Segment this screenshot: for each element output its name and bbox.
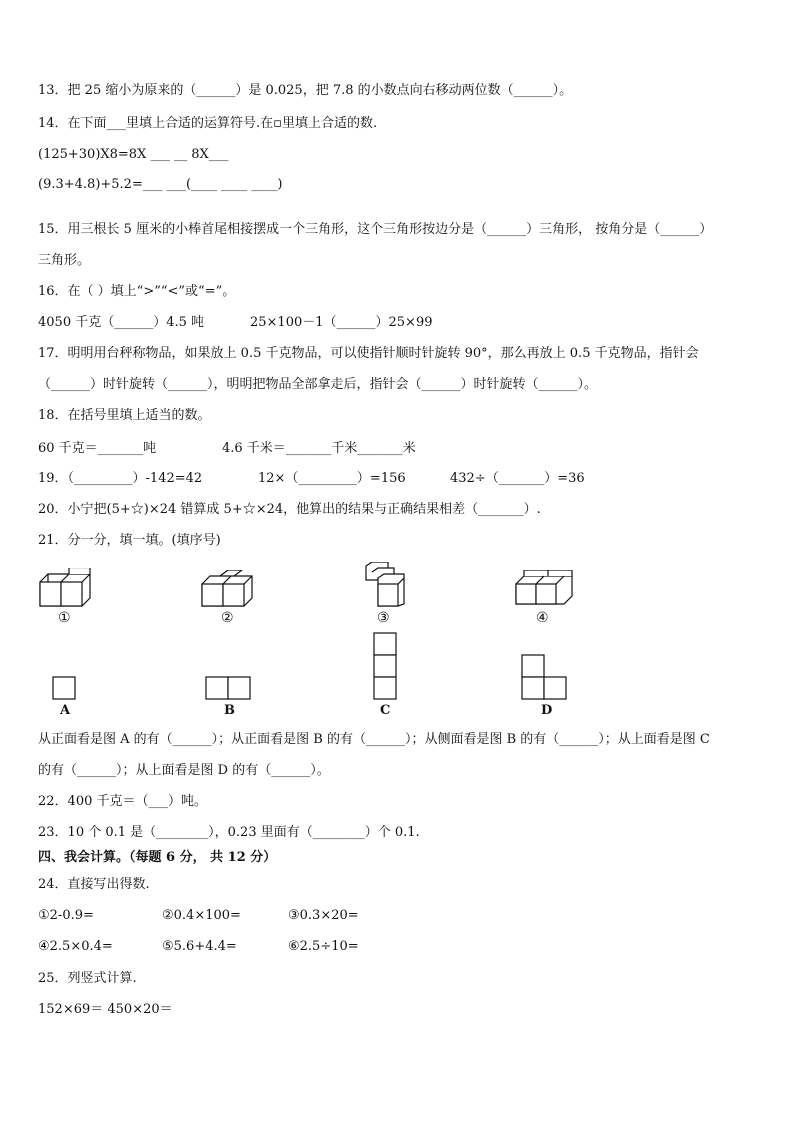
- cube-figure-1: [38, 568, 94, 608]
- cube-figure-2: [200, 570, 256, 608]
- view-c-label: C: [380, 703, 391, 718]
- question-18-stem: 18．在括号里填上适当的数。: [38, 408, 211, 423]
- question-18-b: 4.6 千米＝_______千米_______米: [222, 441, 416, 456]
- q24-item-6: ⑥2.5÷10=: [288, 939, 359, 954]
- view-d-label: D: [541, 703, 553, 718]
- question-14-line2: (9.3+4.8)+5.2=___ ___(____ ____ ____): [38, 177, 283, 192]
- view-b-label: B: [224, 703, 235, 718]
- cube-figure-3: [364, 562, 410, 608]
- figure-1-number: ①: [58, 610, 71, 626]
- question-15-line1: 15．用三根长 5 厘米的小棒首尾相接摆成一个三角形，这个三角形按边分是（______）三角形， 按角分是（______）: [38, 222, 713, 237]
- question-16-a: 4050 千克（______）4.5 吨: [38, 315, 205, 330]
- question-16-b: 25×100－1（______）25×99: [250, 315, 433, 330]
- view-c: [373, 632, 399, 702]
- figure-3-number: ③: [377, 610, 390, 626]
- question-21-stem: 21．分一分，填一填。(填序号): [38, 533, 221, 548]
- question-22: 22．400 千克＝（___）吨。: [38, 794, 207, 809]
- question-24-stem: 24．直接写出得数.: [38, 877, 150, 892]
- q24-item-5: ⑤5.6+4.4=: [162, 939, 237, 954]
- view-d: [521, 654, 569, 702]
- question-16-stem: 16．在（ ）填上“>”“<”或“=”。: [38, 284, 236, 299]
- question-19-b: 12×（_________）=156: [258, 471, 406, 486]
- q24-item-1: ①2-0.9=: [38, 908, 94, 923]
- question-23: 23．10 个 0.1 是（________），0.23 里面有（________）个 0.1.: [38, 825, 420, 840]
- figure-4-number: ④: [536, 610, 549, 626]
- question-15-line2: 三角形。: [38, 253, 91, 268]
- q24-item-3: ③0.3×20=: [288, 908, 359, 923]
- question-14-line1: (125+30)X8=8X ___ __ 8X___: [38, 147, 229, 162]
- question-19-a: 19．（_________）-142=42: [38, 471, 203, 486]
- question-18-a: 60 千克＝_______吨: [38, 441, 157, 456]
- question-25-stem: 25．列竖式计算.: [38, 971, 137, 986]
- cube-figure-4: [514, 570, 576, 608]
- question-14-stem: 14．在下面___里填上合适的运算符号.在▫里填上合适的数.: [38, 116, 378, 131]
- question-21-line1: 从正面看是图 A 的有（______）；从正面看是图 B 的有（______）；从侧面看是图 B 的有（______）；从上面看是图 C: [38, 732, 710, 747]
- question-20: 20．小宁把(5+☆)×24 错算成 5+☆×24，他算出的结果与正确结果相差（_______）.: [38, 502, 541, 517]
- question-17-line1: 17．明明用台秤称物品，如果放上 0.5 千克物品，可以使指针顺时针旋转 90°，那么再放上 0.5 千克物品，指针会: [38, 346, 699, 361]
- question-21-line2: 的有（______）；从上面看是图 D 的有（______）。: [38, 763, 330, 778]
- q24-item-2: ②0.4×100=: [162, 908, 241, 923]
- figure-2-number: ②: [221, 610, 234, 626]
- view-a-label: A: [60, 703, 71, 718]
- view-a: [52, 676, 78, 702]
- question-25-line1: 152×69＝ 450×20＝: [38, 1002, 173, 1017]
- question-13: 13．把 25 缩小为原来的（______）是 0.025，把 7.8 的小数点向右移动两位数（______）。: [38, 83, 573, 98]
- q24-item-4: ④2.5×0.4=: [38, 939, 113, 954]
- question-19-c: 432÷（_______）=36: [450, 471, 585, 486]
- question-17-line2: （______）时针旋转（______），明明把物品全部拿走后，指针会（______）时针旋转（______）。: [38, 377, 598, 392]
- view-b: [205, 676, 253, 702]
- section-4-heading: 四、我会计算。（每题 6 分， 共 12 分）: [38, 850, 277, 865]
